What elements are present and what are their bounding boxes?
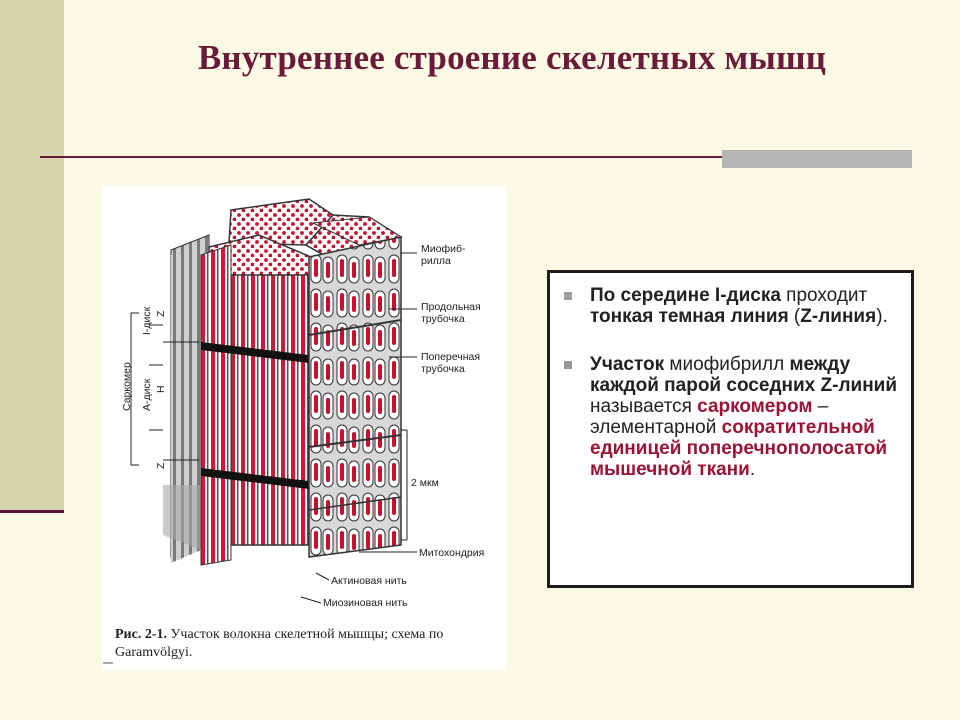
bullet-square-icon (564, 292, 572, 300)
text-plain: . (749, 459, 756, 480)
text-highlight: сократительной единицей поперечнополосатой мышечной ткани (590, 417, 888, 480)
label-i-disc: I-диск (141, 306, 153, 335)
text-bold: По середине I-диска (590, 285, 781, 306)
label-a-disc: А-диск (141, 378, 153, 411)
left-decor-band (0, 0, 64, 512)
title-rule-accent (722, 150, 912, 168)
label-z-bottom: Z (155, 462, 167, 469)
label-myofibril: Миофиб- рилла (421, 243, 466, 267)
label-z-top: Z (155, 310, 167, 317)
text-plain: называется (590, 396, 698, 417)
bullet-sarcomere (568, 354, 903, 480)
muscle-fiber-figure (101, 185, 507, 671)
text-plain: миофибрилл (664, 354, 790, 375)
text-bold: тонкая темная линия (590, 306, 789, 327)
label-h: H (155, 385, 167, 393)
caption-label: Рис. 2-1. (115, 627, 167, 642)
label-mitochondria: Митохондрия (419, 547, 485, 559)
figure-caption (115, 626, 505, 662)
label-actin-filament: Актиновая нить (331, 575, 407, 587)
text-plain: – элементарной (590, 396, 829, 438)
label-sarcomere: Саркомер (121, 362, 133, 411)
text-bold: Z-линия (800, 306, 877, 327)
text-bold: Участок (590, 354, 665, 375)
bullet-text (568, 285, 903, 327)
label-transverse-tubule: Поперечная трубочка (421, 351, 481, 375)
text-box (547, 270, 914, 588)
text-highlight: саркомером (697, 396, 813, 417)
text-bold: между каждой парой соседних Z-линий (590, 354, 898, 396)
label-myosin-filament: Миозиновая нить (323, 597, 408, 609)
bullet-square-icon (564, 361, 572, 369)
label-longitudinal-tubule: Продольная трубочка (421, 301, 481, 325)
label-scale: 2 мкм (411, 477, 439, 489)
bullet-z-line (568, 285, 903, 327)
slide-title: Внутреннее строение скелетных мышц (197, 38, 827, 77)
left-decor-rule (0, 510, 64, 513)
text-plain: проходит (780, 285, 868, 306)
caption-text: Участок волокна скелетной мышцы; схема по Garamvölgyi. (115, 627, 444, 660)
text-plain: ). (876, 306, 888, 327)
text-plain: ( (788, 306, 801, 327)
bullet-text (568, 354, 903, 480)
